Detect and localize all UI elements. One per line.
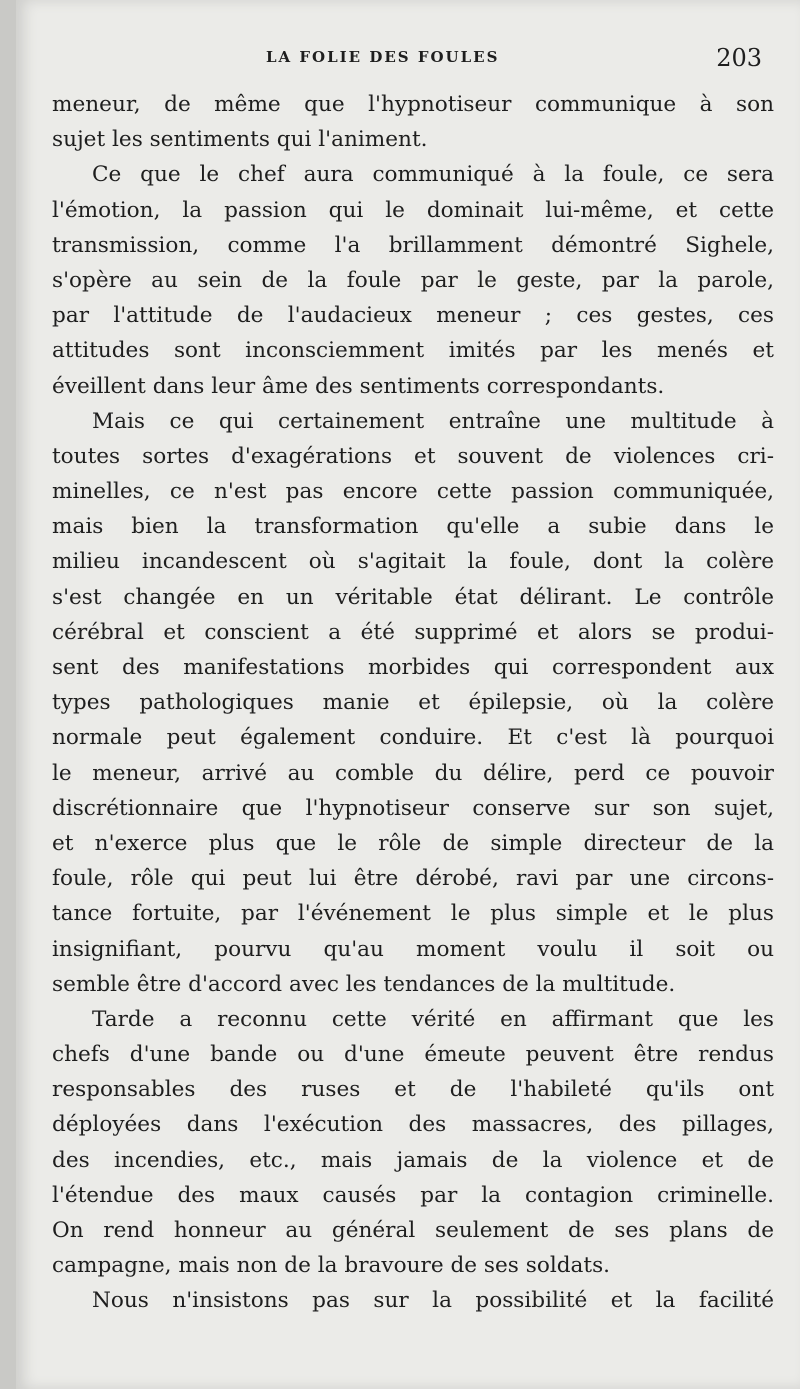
text-line: cérébral et conscient a été supprimé et alors se produi- xyxy=(52,619,774,645)
text-line: foule, rôle qui peut lui être dérobé, ravi par une circons- xyxy=(52,866,774,892)
text-line: éveillent dans leur âme des sentiments correspondants. xyxy=(52,373,665,399)
text-line: normale peut également conduire. Et c'est là pourquoi xyxy=(52,725,774,751)
text-line: semble être d'accord avec les tendances de la multitude. xyxy=(52,971,676,997)
text-line: déployées dans l'exécution des massacres, des pillages, xyxy=(52,1112,774,1138)
text-line: discrétionnaire que l'hypnotiseur conserve sur son sujet, xyxy=(52,795,774,821)
text-line: minelles, ce n'est pas encore cette passion communiquée, xyxy=(52,479,774,505)
text-line: attitudes sont inconsciemment imités par les menés et xyxy=(52,338,774,364)
book-page xyxy=(16,0,800,1389)
text-line: l'émotion, la passion qui le dominait lui-même, et cette xyxy=(52,197,774,223)
text-line: l'étendue des maux causés par la contagion criminelle. xyxy=(52,1182,774,1208)
running-title: LA FOLIE DES FOULES xyxy=(266,48,500,66)
text-line: mais bien la transformation qu'elle a subie dans le xyxy=(52,514,774,540)
text-line: Tarde a reconnu cette vérité en affirmant que les xyxy=(92,1006,774,1032)
text-line: types pathologiques manie et épilepsie, où la colère xyxy=(52,690,774,716)
text-line: des incendies, etc., mais jamais de la violence et de xyxy=(52,1147,774,1173)
body-text xyxy=(52,87,774,1319)
text-line: le meneur, arrivé au comble du délire, perd ce pouvoir xyxy=(52,760,774,786)
running-header xyxy=(16,44,800,74)
text-line: toutes sortes d'exagérations et souvent de violences cri- xyxy=(52,443,774,469)
text-line: campagne, mais non de la bravoure de ses soldats. xyxy=(52,1253,611,1279)
text-line: chefs d'une bande ou d'une émeute peuvent être rendus xyxy=(52,1042,774,1068)
text-line: par l'attitude de l'audacieux meneur ; ces gestes, ces xyxy=(52,303,774,329)
text-line: responsables des ruses et de l'habileté qu'ils ont xyxy=(52,1077,774,1103)
text-line: milieu incandescent où s'agitait la foule, dont la colère xyxy=(52,549,774,575)
text-line: s'opère au sein de la foule par le geste, par la parole, xyxy=(52,267,774,293)
text-line: sent des manifestations morbides qui correspondent aux xyxy=(52,655,774,680)
text-line: On rend honneur au général seulement de ses plans de xyxy=(52,1218,774,1243)
text-line: Nous n'insistons pas sur la possibilité et la facilité xyxy=(92,1288,774,1314)
text-line: tance fortuite, par l'événement le plus simple et le plus xyxy=(52,901,774,927)
text-line: transmission, comme l'a brillamment démontré Sighele, xyxy=(52,232,774,258)
text-line: s'est changée en un véritable état délirant. Le contrôle xyxy=(52,584,774,610)
text-line: Mais ce qui certainement entraîne une multitude à xyxy=(92,408,774,434)
text-line: Ce que le chef aura communiqué à la foule, ce sera xyxy=(92,162,774,188)
page-number: 203 xyxy=(716,44,762,72)
text-line: et n'exerce plus que le rôle de simple directeur de la xyxy=(52,830,774,856)
text-line: insignifiant, pourvu qu'au moment voulu il soit ou xyxy=(52,936,774,962)
text-line: meneur, de même que l'hypnotiseur communique à son xyxy=(52,92,774,117)
text-line: sujet les sentiments qui l'animent. xyxy=(52,127,428,153)
